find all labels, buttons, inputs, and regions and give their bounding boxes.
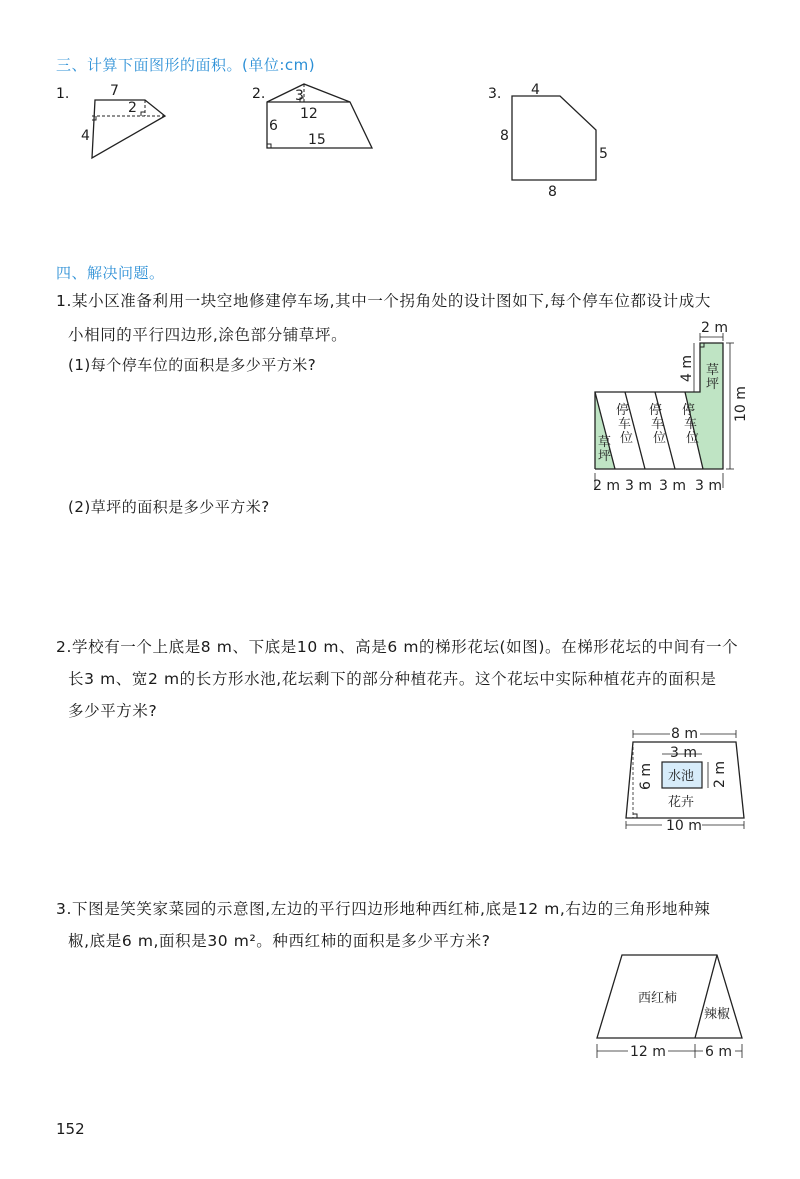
figure-3-left-label: 8	[500, 128, 509, 144]
parking-spot-3-c: 位	[686, 431, 700, 446]
grass-label-left-1: 草	[598, 435, 612, 450]
figure-2-mid-label: 12	[300, 106, 318, 122]
flowers-label: 花卉	[668, 795, 695, 810]
q1-sub-question-2: (2)草坪的面积是多少平方米?	[68, 498, 270, 516]
pepper-label: 辣椒	[704, 1007, 731, 1022]
parking-spot-1-c: 位	[620, 431, 634, 446]
parking-total-height-label: 10 m	[733, 386, 749, 422]
parking-spot-1-a: 停	[616, 403, 630, 418]
section-3-title: 三、计算下面图形的面积。(单位:cm)	[56, 56, 316, 74]
flower-bed-bottom-label: 10 m	[666, 818, 702, 834]
pool-width-label: 3 m	[670, 745, 697, 761]
figure-3-pentagon	[495, 80, 615, 200]
q3-text-line-2: 椒,底是6 m,面积是30 m²。种西红柿的面积是多少平方米?	[68, 932, 491, 950]
pepper-base-label: 6 m	[705, 1044, 732, 1060]
section-4-title: 四、解决问题。	[56, 264, 165, 282]
parking-spot-2-b: 车	[651, 417, 665, 432]
parking-spot-2-c: 位	[653, 431, 667, 446]
tomato-base-label: 12 m	[630, 1044, 666, 1060]
q1-text-line-2: 小相同的平行四边形,涂色部分铺草坪。	[68, 326, 348, 344]
q2-text-line-3: 多少平方米?	[68, 702, 158, 720]
flower-bed-top-label: 8 m	[671, 726, 698, 742]
figure-1-parallelogram	[70, 78, 180, 160]
pool-label: 水池	[668, 769, 695, 784]
figure-1-height-label: 2	[128, 100, 137, 116]
page-number: 152	[56, 1120, 85, 1138]
grass-label-left-2: 坪	[598, 449, 612, 464]
vegetable-garden-figure	[592, 950, 752, 1065]
parking-small-height-label: 4 m	[679, 355, 695, 382]
flower-bed-figure	[618, 718, 750, 834]
figure-2-top-label: 3	[295, 88, 304, 104]
figure-3-bottom-label: 8	[548, 184, 557, 200]
parking-top-width-label: 2 m	[701, 320, 728, 336]
q1-sub-question-1: (1)每个停车位的面积是多少平方米?	[68, 356, 317, 374]
figure-3-right-label: 5	[599, 146, 608, 162]
parking-spot-2-a: 停	[649, 403, 663, 418]
parking-spot-3-a: 停	[682, 403, 696, 418]
figure-3-number: 3.	[488, 86, 502, 102]
parking-spot-3-b: 车	[684, 417, 698, 432]
parking-bottom-label-1: 2 m	[593, 478, 620, 494]
figure-2-number: 2.	[252, 86, 266, 102]
parking-bottom-label-2: 3 m	[625, 478, 652, 494]
parking-lot-figure	[588, 318, 760, 496]
q1-text-line-1: 1.某小区准备利用一块空地修建停车场,其中一个拐角处的设计图如下,每个停车位都设计成大	[56, 292, 711, 310]
figure-2-side-label: 6	[269, 118, 278, 134]
figure-3-top-label: 4	[531, 82, 540, 98]
parking-spot-1-b: 车	[618, 417, 632, 432]
q3-text-line-1: 3.下图是笑笑家菜园的示意图,左边的平行四边形地种西红柿,底是12 m,右边的三角形地种辣	[56, 900, 711, 918]
figure-1-number: 1.	[56, 86, 70, 102]
parking-bottom-label-3: 3 m	[659, 478, 686, 494]
grass-label-top-1: 草	[706, 363, 720, 378]
figure-1-top-label: 7	[110, 83, 119, 99]
grass-label-top-2: 坪	[706, 377, 720, 392]
parking-bottom-label-4: 3 m	[695, 478, 722, 494]
tomato-label: 西红柿	[638, 991, 678, 1006]
figure-1-left-label: 4	[81, 128, 90, 144]
q2-text-line-2: 长3 m、宽2 m的长方形水池,花坛剩下的部分种植花卉。这个花坛中实际种植花卉的面积是	[68, 670, 717, 688]
figure-2-trapezoid	[262, 78, 377, 153]
pool-height-label: 2 m	[712, 761, 728, 788]
flower-bed-height-label: 6 m	[638, 763, 654, 790]
figure-2-bottom-label: 15	[308, 132, 326, 148]
q2-text-line-1: 2.学校有一个上底是8 m、下底是10 m、高是6 m的梯形花坛(如图)。在梯形花坛的中间有一个	[56, 638, 739, 656]
